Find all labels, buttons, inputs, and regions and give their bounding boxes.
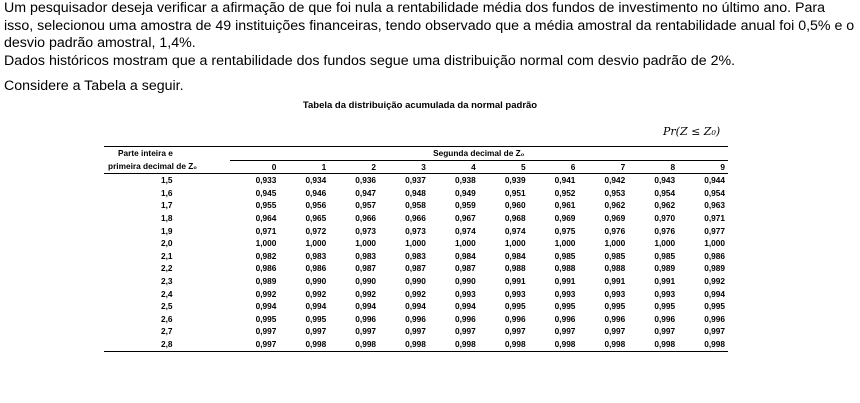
table-cell: 1,000 bbox=[654, 238, 676, 249]
table-row bbox=[104, 225, 728, 238]
table-cell: 0,973 bbox=[405, 225, 426, 236]
table-cell: 0,965 bbox=[305, 212, 327, 223]
table-cell: 0,996 bbox=[554, 313, 576, 324]
table-cell: 0,997 bbox=[305, 326, 327, 337]
table-cell: 0,960 bbox=[504, 200, 526, 211]
table-caption bbox=[0, 100, 860, 111]
table-cell: 0,973 bbox=[355, 225, 377, 236]
table-cell: 0,969 bbox=[604, 212, 626, 223]
table-cell: 0,994 bbox=[454, 301, 476, 312]
row-z-value: 2,3 bbox=[160, 275, 173, 286]
header-integer-part: Parte inteira e bbox=[104, 147, 230, 161]
table-cell: 0,990 bbox=[405, 275, 426, 286]
table-cell: 1,000 bbox=[604, 238, 626, 249]
table-cell: 0,959 bbox=[454, 200, 476, 211]
table-cell: 0,995 bbox=[504, 301, 526, 312]
table-cell: 0,993 bbox=[604, 288, 626, 299]
table-cell: 0,976 bbox=[654, 225, 676, 236]
header-digit: 6 bbox=[529, 160, 579, 174]
table-cell: 0,993 bbox=[554, 288, 576, 299]
table-cell: 0,995 bbox=[604, 301, 626, 312]
row-z-value: 2,8 bbox=[104, 338, 230, 351]
table-cell: 0,977 bbox=[704, 225, 725, 236]
table-cell: 0,995 bbox=[255, 313, 277, 324]
header-first-decimal: primeira decimal de Z₀ bbox=[104, 160, 230, 174]
table-cell: 0,988 bbox=[554, 263, 576, 274]
table-cell: 0,933 bbox=[255, 175, 277, 186]
question-paragraph-1: Um pesquisador deseja verificar a afirmação de que foi nula a rentabilidade média dos fundos de investimento no último ano. Para isso, selecionou uma amostra de 49 instituições financeiras, tendo observado que a média amostral da rentabilidade anual foi 0,5% e o desvio padrão amostral, 1,4%. bbox=[4, 0, 855, 51]
table-cell: 0,997 bbox=[454, 326, 476, 337]
table-row bbox=[104, 174, 728, 187]
table-cell: 0,985 bbox=[604, 250, 626, 261]
table-cell: 0,995 bbox=[554, 301, 576, 312]
table-cell: 0,987 bbox=[355, 263, 377, 274]
table-cell: 1,000 bbox=[554, 238, 576, 249]
table-cell: 0,990 bbox=[454, 275, 476, 286]
question-paragraph-2: Dados históricos mostram que a rentabilidade dos fundos segue uma distribuição normal com desvio padrão de 2%. bbox=[4, 52, 736, 69]
table-cell: 0,995 bbox=[704, 301, 725, 312]
table-cell: 0,997 bbox=[604, 326, 626, 337]
table-cell: 0,954 bbox=[704, 187, 725, 198]
row-z-value: 1,6 bbox=[160, 187, 173, 198]
row-z-value: 1,7 bbox=[160, 200, 173, 211]
table-cell: 0,993 bbox=[654, 288, 676, 299]
table-cell: 0,953 bbox=[604, 187, 626, 198]
table-row bbox=[104, 313, 728, 326]
table-cell: 1,000 bbox=[454, 238, 476, 249]
table-cell: 0,997 bbox=[405, 326, 426, 337]
table-cell: 0,947 bbox=[355, 187, 377, 198]
header-digit: 8 bbox=[628, 160, 678, 174]
table-cell: 0,944 bbox=[704, 175, 725, 186]
table-cell: 0,971 bbox=[255, 225, 277, 236]
table-cell: 0,996 bbox=[604, 313, 626, 324]
header-digit: 7 bbox=[578, 160, 628, 174]
table-cell: 1,000 bbox=[405, 238, 426, 249]
table-cell: 0,989 bbox=[255, 275, 277, 286]
row-z-value: 2,4 bbox=[160, 288, 173, 299]
row-z-value: 2,7 bbox=[160, 326, 173, 337]
table-cell: 0,983 bbox=[305, 250, 327, 261]
normal-distribution-table bbox=[104, 146, 728, 352]
table-cell: 0,983 bbox=[355, 250, 377, 261]
table-cell: 0,962 bbox=[654, 200, 676, 211]
table-row bbox=[104, 199, 728, 212]
table-cell: 0,982 bbox=[255, 250, 277, 261]
table-cell: 0,997 bbox=[230, 338, 280, 351]
header-digit: 9 bbox=[678, 160, 728, 174]
table-cell: 0,996 bbox=[355, 313, 377, 324]
table-cell: 0,996 bbox=[504, 313, 526, 324]
table-cell: 0,992 bbox=[704, 275, 725, 286]
table-cell: 0,998 bbox=[379, 338, 429, 351]
table-cell: 0,934 bbox=[305, 175, 327, 186]
table-cell: 0,994 bbox=[305, 301, 327, 312]
table-cell: 0,972 bbox=[305, 225, 327, 236]
table-cell: 0,998 bbox=[279, 338, 329, 351]
table-cell: 0,968 bbox=[504, 212, 526, 223]
table-cell: 1,000 bbox=[504, 238, 526, 249]
table-cell: 0,993 bbox=[504, 288, 526, 299]
table-cell: 0,952 bbox=[554, 187, 576, 198]
table-cell: 0,997 bbox=[554, 326, 576, 337]
table-cell: 0,969 bbox=[554, 212, 576, 223]
table-cell: 0,938 bbox=[454, 175, 476, 186]
table-row bbox=[104, 275, 728, 288]
header-second-decimal: Segunda decimal de Z₀ bbox=[230, 147, 728, 161]
table-cell: 0,990 bbox=[305, 275, 327, 286]
table-cell: 1,000 bbox=[355, 238, 377, 249]
table-cell: 0,997 bbox=[654, 326, 676, 337]
table-cell: 0,954 bbox=[654, 187, 676, 198]
table-cell: 0,974 bbox=[454, 225, 476, 236]
table-cell: 0,964 bbox=[255, 212, 277, 223]
header-digit: 2 bbox=[329, 160, 379, 174]
table-cell: 0,991 bbox=[654, 275, 676, 286]
table-cell: 0,988 bbox=[604, 263, 626, 274]
table-cell: 0,997 bbox=[704, 326, 725, 337]
table-cell: 0,958 bbox=[405, 200, 426, 211]
table-cell: 0,998 bbox=[628, 338, 678, 351]
table-cell: 0,941 bbox=[554, 175, 576, 186]
table-cell: 0,986 bbox=[255, 263, 277, 274]
row-z-value: 1,8 bbox=[160, 212, 173, 223]
table-cell: 0,961 bbox=[554, 200, 576, 211]
table-cell: 0,975 bbox=[554, 225, 576, 236]
table-cell: 0,985 bbox=[554, 250, 576, 261]
table-cell: 0,994 bbox=[355, 301, 377, 312]
table-cell: 0,995 bbox=[654, 301, 676, 312]
table-cell: 0,966 bbox=[405, 212, 426, 223]
table-cell: 1,000 bbox=[305, 238, 327, 249]
row-z-value: 2,1 bbox=[160, 250, 173, 261]
table-cell: 0,992 bbox=[405, 288, 426, 299]
table-cell: 0,990 bbox=[355, 275, 377, 286]
table-cell: 1,000 bbox=[255, 238, 277, 249]
table-cell: 0,983 bbox=[405, 250, 426, 261]
table-cell: 0,946 bbox=[305, 187, 327, 198]
table-cell: 0,991 bbox=[554, 275, 576, 286]
table-cell: 0,992 bbox=[355, 288, 377, 299]
table-cell: 0,984 bbox=[504, 250, 526, 261]
table-cell: 0,986 bbox=[704, 250, 725, 261]
table-cell: 0,996 bbox=[654, 313, 676, 324]
table-row bbox=[104, 187, 728, 200]
table-cell: 0,996 bbox=[454, 313, 476, 324]
table-cell: 0,976 bbox=[604, 225, 626, 236]
table-cell: 0,991 bbox=[604, 275, 626, 286]
table-cell: 0,939 bbox=[504, 175, 526, 186]
header-digit: 3 bbox=[379, 160, 429, 174]
table-cell: 0,995 bbox=[305, 313, 327, 324]
table-row bbox=[104, 338, 728, 351]
table-cell: 0,996 bbox=[704, 313, 725, 324]
table-lead-text: Considere a Tabela a seguir. bbox=[4, 78, 184, 94]
table-cell: 0,994 bbox=[704, 288, 725, 299]
row-z-value: 2,2 bbox=[160, 263, 173, 274]
header-digit: 5 bbox=[479, 160, 529, 174]
table-cell: 0,987 bbox=[405, 263, 426, 274]
table-cell: 0,942 bbox=[604, 175, 626, 186]
table-cell: 0,970 bbox=[654, 212, 676, 223]
table-cell: 0,962 bbox=[604, 200, 626, 211]
row-z-value: 1,5 bbox=[160, 175, 173, 186]
table-cell: 0,989 bbox=[654, 263, 676, 274]
table-cell: 0,986 bbox=[305, 263, 327, 274]
table-cell: 0,998 bbox=[329, 338, 379, 351]
table-row bbox=[104, 237, 728, 250]
table-cell: 0,992 bbox=[255, 288, 277, 299]
table-cell: 0,996 bbox=[405, 313, 426, 324]
table-caption-text: Tabela da distribuição acumulada da normal padrão bbox=[302, 100, 538, 111]
table-cell: 0,945 bbox=[255, 187, 277, 198]
table-body bbox=[104, 174, 728, 351]
table-cell: 0,993 bbox=[454, 288, 476, 299]
table-cell: 0,997 bbox=[255, 326, 277, 337]
table-cell: 0,994 bbox=[405, 301, 426, 312]
table-cell: 0,937 bbox=[405, 175, 426, 186]
table-cell: 0,956 bbox=[305, 200, 327, 211]
table-cell: 0,998 bbox=[529, 338, 579, 351]
header-digit: 0 bbox=[230, 160, 280, 174]
table-row bbox=[104, 250, 728, 263]
table-cell: 0,974 bbox=[504, 225, 526, 236]
table-cell: 0,998 bbox=[429, 338, 479, 351]
row-z-value: 2,5 bbox=[160, 301, 173, 312]
table-row bbox=[104, 212, 728, 225]
question-text bbox=[4, 0, 856, 70]
table-row bbox=[104, 325, 728, 338]
header-digit: 1 bbox=[279, 160, 329, 174]
table-cell: 0,963 bbox=[704, 200, 725, 211]
table-row bbox=[104, 262, 728, 275]
table-cell: 0,987 bbox=[454, 263, 476, 274]
row-z-value: 2,6 bbox=[160, 313, 173, 324]
table-header-row-1 bbox=[104, 147, 728, 161]
table-cell: 0,984 bbox=[454, 250, 476, 261]
table-cell: 0,985 bbox=[654, 250, 676, 261]
table-cell: 0,991 bbox=[504, 275, 526, 286]
table-cell: 0,951 bbox=[504, 187, 526, 198]
probability-label: Pr(Z ≤ Z₀) bbox=[663, 125, 721, 138]
table-cell: 0,949 bbox=[454, 187, 476, 198]
table-cell: 0,988 bbox=[504, 263, 526, 274]
table-cell: 0,994 bbox=[255, 301, 277, 312]
table-cell: 0,966 bbox=[355, 212, 377, 223]
header-digit: 4 bbox=[429, 160, 479, 174]
table-cell: 0,997 bbox=[504, 326, 526, 337]
table-cell: 0,998 bbox=[578, 338, 628, 351]
table-cell: 0,989 bbox=[704, 263, 725, 274]
table-cell: 1,000 bbox=[704, 238, 725, 249]
table-cell: 0,998 bbox=[678, 338, 728, 351]
table-cell: 0,943 bbox=[654, 175, 676, 186]
table-header-row-2 bbox=[104, 160, 728, 174]
table-cell: 0,936 bbox=[355, 175, 377, 186]
table-cell: 0,967 bbox=[454, 212, 476, 223]
table-cell: 0,992 bbox=[305, 288, 327, 299]
row-z-value: 2,0 bbox=[160, 238, 173, 249]
table-cell: 0,948 bbox=[405, 187, 426, 198]
table-cell: 0,971 bbox=[704, 212, 725, 223]
table-cell: 0,997 bbox=[355, 326, 377, 337]
table-cell: 0,955 bbox=[255, 200, 277, 211]
table-cell: 0,957 bbox=[355, 200, 377, 211]
table-row bbox=[104, 288, 728, 301]
table-row bbox=[104, 300, 728, 313]
row-z-value: 1,9 bbox=[160, 225, 173, 236]
table-cell: 0,998 bbox=[479, 338, 529, 351]
